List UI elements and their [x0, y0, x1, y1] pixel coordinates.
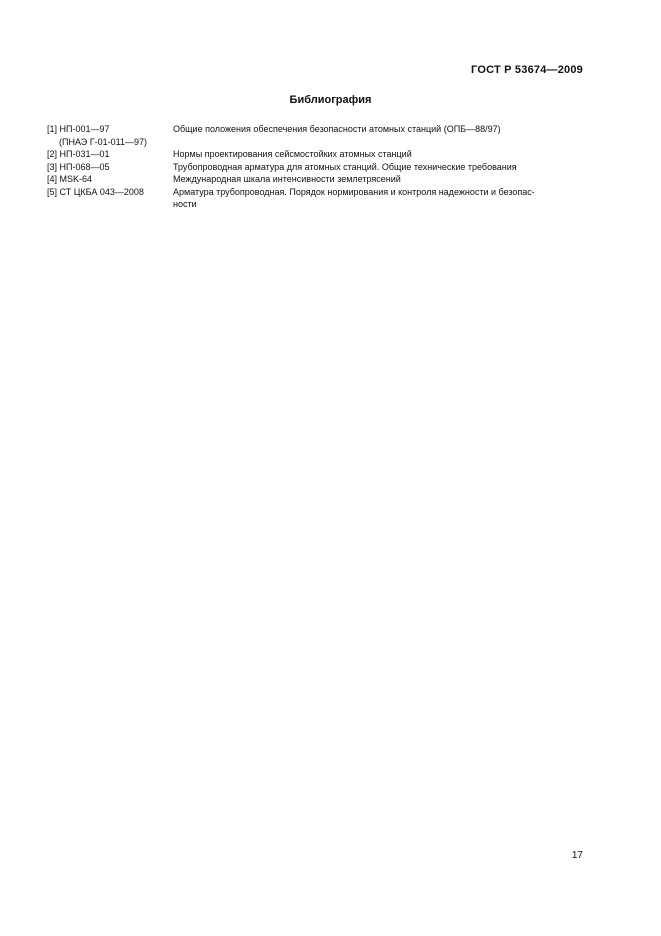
reference-code-line: [47, 186, 173, 199]
bibliography-reference: [47, 186, 173, 211]
bibliography-reference: [47, 161, 173, 174]
reference-code: НП-031—01: [59, 149, 110, 159]
bibliography-entry: [47, 123, 587, 148]
bibliography-list: [47, 123, 587, 211]
reference-description: [173, 173, 587, 186]
description-line: Арматура трубопроводная. Порядок нормирования и контроля надежности и безопас-: [173, 186, 535, 197]
reference-description: [173, 161, 587, 174]
reference-description: [173, 186, 587, 211]
bibliography-reference: [47, 173, 173, 186]
bibliography-entry: [47, 173, 587, 186]
section-title: Библиография: [289, 94, 372, 106]
reference-code-line: [47, 148, 173, 161]
document-standard-number: ГОСТ Р 53674—2009: [471, 64, 583, 76]
reference-code: НП-068—05: [59, 161, 110, 172]
bibliography-entry: [47, 148, 587, 161]
bibliography-entry: [47, 161, 587, 174]
reference-code: MSK-64: [59, 174, 93, 184]
reference-description: [173, 148, 587, 161]
page-number: 17: [571, 850, 583, 861]
description-line: Общие положения обеспечения безопасности атомных станций (ОПБ—88/97): [173, 124, 501, 134]
description-line: Нормы проектирования сейсмостойких атомных станций: [173, 149, 412, 159]
reference-number: [1]: [47, 124, 58, 134]
reference-code: СТ ЦКБА 043—2008: [59, 186, 144, 197]
reference-code-line: [47, 161, 173, 174]
reference-number: [3]: [47, 161, 58, 172]
reference-code-line: [47, 173, 173, 186]
description-line: ности: [173, 199, 197, 209]
reference-alt-code: (ПНАЭ Г-01-011—97): [59, 136, 147, 147]
reference-code: НП-001—97: [59, 124, 110, 134]
reference-number: [4]: [47, 174, 58, 184]
bibliography-reference: [47, 123, 173, 148]
description-line: Международная шкала интенсивности землетрясений: [173, 174, 401, 184]
reference-number: [5]: [47, 186, 58, 197]
reference-number: [2]: [47, 149, 58, 159]
description-line: Трубопроводная арматура для атомных станций. Общие технические требования: [173, 161, 517, 172]
reference-description: [173, 123, 587, 148]
bibliography-entry: [47, 186, 587, 211]
reference-code-line: [47, 123, 173, 136]
bibliography-reference: [47, 148, 173, 161]
